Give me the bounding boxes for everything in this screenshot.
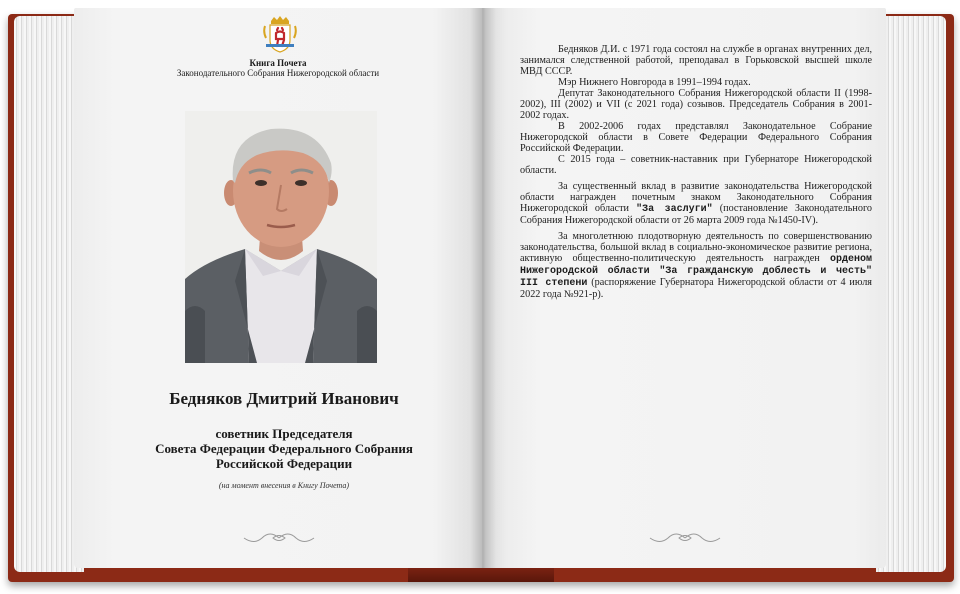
portrait-photo	[185, 111, 377, 363]
bio-paragraph-2: Мэр Нижнего Новгорода в 1991–1994 годах.	[558, 77, 751, 88]
bio-paragraph-4: В 2002-2006 годах представлял Законодательное Собрание Нижегородской области в Совете Федерации Федерального Собрания Российской Федерации.	[520, 121, 872, 154]
bio-p6-ref: (постановление Законодательного Собрания Нижегородской области от 26 марта 2009 года №1450-IV).	[520, 203, 872, 226]
right-ornament-icon	[646, 531, 724, 545]
position-line-3: Российской Федерации	[215, 456, 353, 471]
bio-p7-text: За многолетнюю плодотворную деятельность по совершенствованию законодательства, большой вклад в социально-экономическое развитие региона, активную общественно-политическую деятельность награжден	[520, 231, 872, 264]
bio-paragraph-1: Бедняков Д.И. с 1971 года состоял на службе в органах внутренних дел, занимался следственной работой, преподавал в Горьковской высшей школе МВД СССР.	[520, 44, 872, 77]
award-name-1: "За заслуги"	[636, 204, 713, 215]
left-ornament-icon	[240, 531, 318, 545]
entry-note: (на момент внесения в Книгу Почета)	[218, 481, 350, 490]
coat-of-arms-icon	[262, 16, 298, 54]
bio-paragraph-5: С 2015 года – советник-наставник при Губернаторе Нижегородской области.	[520, 154, 872, 176]
page-edges-right	[876, 16, 946, 572]
book-title: Книга Почета	[249, 58, 307, 68]
bio-paragraph-3: Депутат Законодательного Собрания Нижегородской области II (1998-2002), III (2002) и VII (с 2021 года) созывов. Председатель Собрания в 2001-2002 годах.	[520, 88, 872, 121]
book-subtitle: Законодательного Собрания Нижегородской области	[176, 68, 380, 78]
person-name: Бедняков Дмитрий Иванович	[169, 389, 399, 408]
bio-paragraph-7	[520, 231, 872, 300]
award-name-2: орденом Нижегородской области "За гражданскую доблесть и честь" III степени	[520, 254, 872, 289]
position-line-2: Совета Федерации Федерального Собрания	[155, 441, 413, 456]
bio-p7-ref: (распоряжение Губернатора Нижегородской области от 4 июля 2022 года №921-р).	[520, 277, 872, 300]
bio-p6-text: За существенный вклад в развитие законодательства Нижегородской области награжден почетным знаком Законодательного Собрания Нижегородской области	[520, 181, 872, 214]
bio-paragraph-6	[520, 181, 872, 226]
position-line-1: советник Председателя	[215, 426, 353, 441]
biography-text	[520, 44, 872, 300]
